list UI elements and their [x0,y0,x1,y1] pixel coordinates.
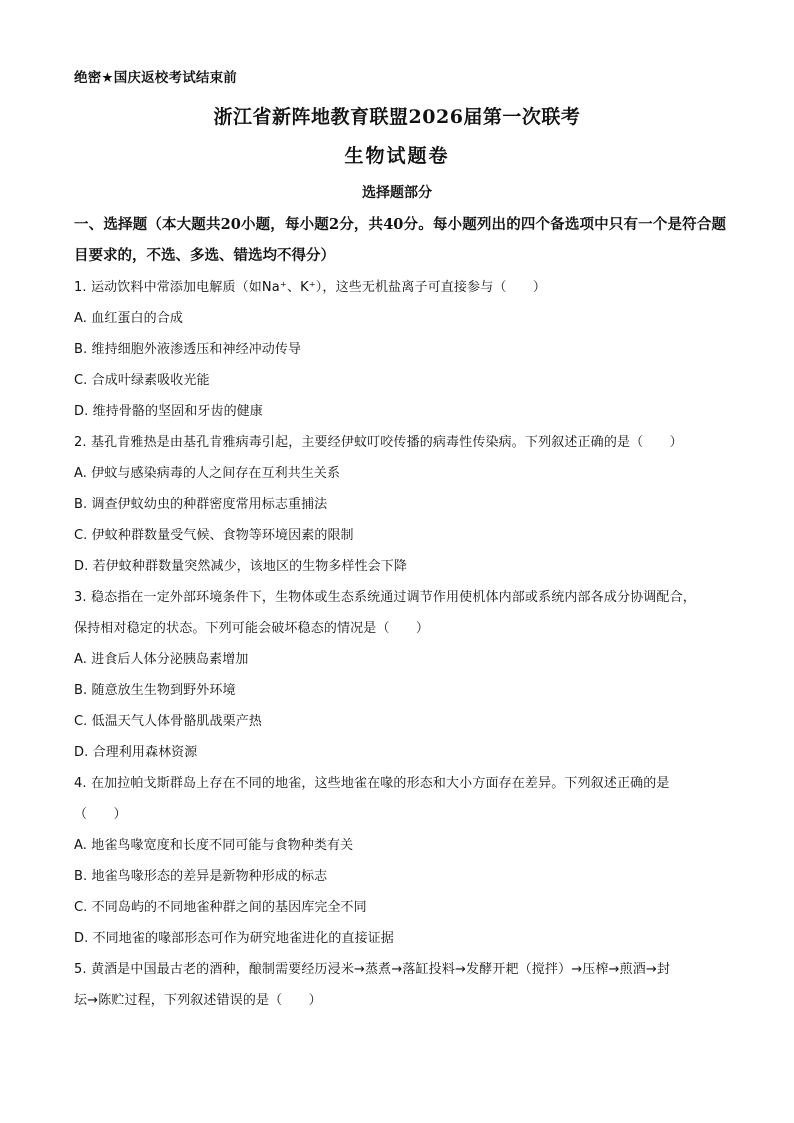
section-heading: 一、选择题（本大题共20小题，每小题2分，共40分。每小题列出的四个备选项中只有一个是符合题目要求的，不选、多选、错选均不得分） [74,216,726,264]
question-3-option-B: B. 随意放生生物到野外环境 [74,683,236,698]
question-4-option-B: B. 地雀鸟喙形态的差异是新物种形成的标志 [74,869,328,884]
question-2-stem-line-1: 2. 基孔肯雅热是由基孔肯雅病毒引起，主要经伊蚊叮咬传播的病毒性传染病。下列叙述正确的是（ ） [74,435,683,450]
question-3-option-D: D. 合理利用森林资源 [74,745,198,760]
question-3-stem-line-1: 3. 稳态指在一定外部环境条件下，生物体或生态系统通过调节作用使机体内部或系统内部各成分协调配合， [74,590,696,605]
question-3-option-C: C. 低温天气人体骨骼肌战栗产热 [74,714,262,729]
question-4-option-A: A. 地雀鸟喙宽度和长度不同可能与食物种类有关 [74,838,354,853]
question-5-stem-line-1: 5. 黄酒是中国最古老的酒种，酿制需要经历浸米→蒸煮→落缸投料→发酵开耙（搅拌）→压榨→煎酒→封 [74,962,671,977]
question-2-option-D: D. 若伊蚊种群数量突然减少，该地区的生物多样性会下降 [74,559,407,574]
question-1-stem-line-1: 1. 运动饮料中常添加电解质（如Na⁺、K⁺），这些无机盐离子可直接参与（ ） [74,280,546,295]
confidential-label: 绝密★国庆返校考试结束前 [74,70,238,86]
question-1-option-D: D. 维持骨骼的坚固和牙齿的健康 [74,404,263,419]
part-label: 选择题部分 [362,185,432,201]
exam-subtitle: 生物试题卷 [344,145,450,167]
question-3-option-A: A. 进食后人体分泌胰岛素增加 [74,652,249,667]
question-3-stem-line-2: 保持相对稳定的状态。下列可能会破坏稳态的情况是（ ） [74,621,430,636]
question-4-option-C: C. 不同岛屿的不同地雀种群之间的基因库完全不同 [74,900,367,915]
question-1-option-A: A. 血红蛋白的合成 [74,311,183,326]
question-4-stem-line-1: 4. 在加拉帕戈斯群岛上存在不同的地雀，这些地雀在喙的形态和大小方面存在差异。下列叙述正确的是 [74,776,670,791]
question-2-option-C: C. 伊蚊种群数量受气候、食物等环境因素的限制 [74,528,354,543]
question-5-stem-line-2: 坛→陈贮过程，下列叙述错误的是（ ） [74,993,322,1008]
question-1-option-B: B. 维持细胞外液渗透压和神经冲动传导 [74,342,302,357]
exam-title: 浙江省新阵地教育联盟2026届第一次联考 [213,106,581,128]
question-1-option-C: C. 合成叶绿素吸收光能 [74,373,210,388]
question-2-option-A: A. 伊蚊与感染病毒的人之间存在互利共生关系 [74,466,341,481]
question-4-stem-line-2: （ ） [74,807,127,822]
question-2-option-B: B. 调查伊蚊幼虫的种群密度常用标志重捕法 [74,497,328,512]
question-4-option-D: D. 不同地雀的喙部形态可作为研究地雀进化的直接证据 [74,931,394,946]
